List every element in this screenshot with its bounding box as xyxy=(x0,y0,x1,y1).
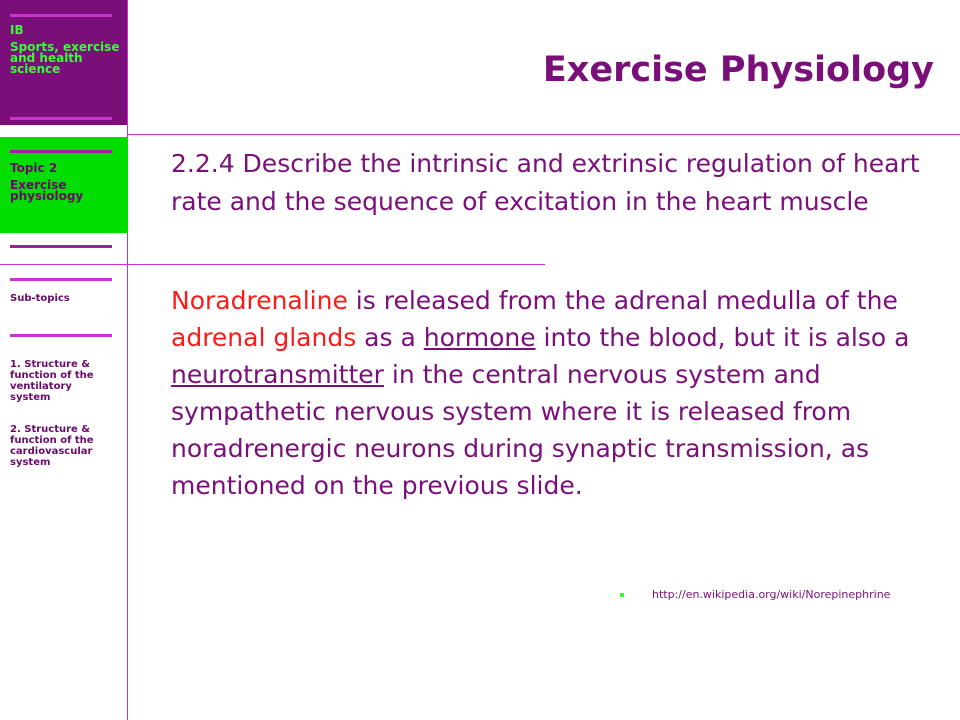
term-neurotransmitter-link[interactable]: neurotransmitter xyxy=(171,360,384,389)
subtopic-link-1[interactable]: 1. Structure & function of the ventilatory system xyxy=(10,359,94,403)
source-row xyxy=(620,588,890,601)
course-code: IB xyxy=(10,23,24,37)
learning-objective: 2.2.4 Describe the intrinsic and extrinsic regulation of heart rate and the sequence of excitation in the heart muscle xyxy=(171,149,920,216)
body-part-4: in the central nervous system and sympathetic nervous system where it is released from noradrenergic neurons during synaptic transmission, as mentioned on the previous slide. xyxy=(171,360,870,500)
term-hormone-link[interactable]: hormone xyxy=(423,323,536,352)
body-part-3: into the blood, but it is also a xyxy=(535,323,910,352)
subtopics-divider-bottom xyxy=(10,334,112,337)
body-paragraph xyxy=(171,282,941,504)
header-divider xyxy=(128,134,960,135)
term-adrenal-glands: adrenal glands xyxy=(171,323,357,352)
subtopic-link-2[interactable]: 2. Structure & function of the cardiovascular system xyxy=(10,424,94,468)
topic-name: Exercise physiology xyxy=(10,178,84,203)
objective-divider xyxy=(0,264,545,265)
course-divider-top xyxy=(10,14,112,17)
topic-label[interactable] xyxy=(10,163,122,202)
topic-code: Topic 2 xyxy=(10,161,58,175)
course-divider-bottom xyxy=(10,117,112,120)
subtopics-label: Sub-topics xyxy=(10,293,70,304)
body-part-2: as a xyxy=(356,323,424,352)
term-noradrenaline: Noradrenaline xyxy=(171,286,348,315)
course-name: Sports, exercise and health science xyxy=(10,40,120,76)
topic-divider-bottom xyxy=(10,245,112,248)
sidebar-divider xyxy=(127,0,128,720)
topic-divider-top xyxy=(10,150,112,153)
source-link[interactable]: http://en.wikipedia.org/wiki/Norepinephrine xyxy=(652,588,891,601)
bullet-icon xyxy=(620,593,624,597)
subtopics-divider-top xyxy=(10,278,112,281)
course-label xyxy=(10,25,122,75)
slide-title: Exercise Physiology xyxy=(542,50,934,90)
body-part-1: is released from the adrenal medulla of the xyxy=(347,286,898,315)
